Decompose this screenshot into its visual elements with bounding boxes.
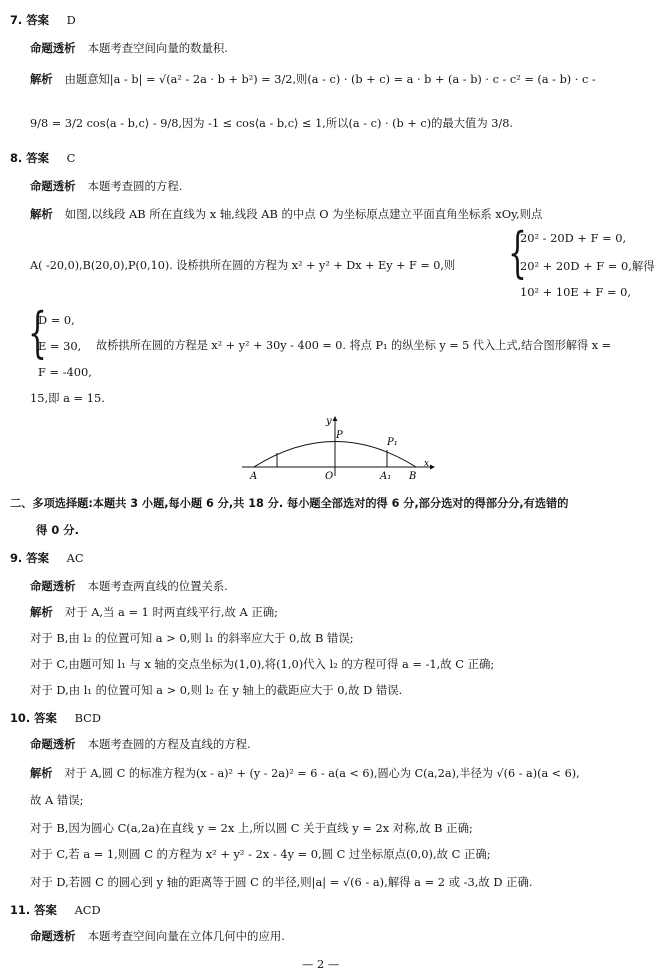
label-y: y xyxy=(326,416,332,427)
system-row: 10² + 10E + F = 0, xyxy=(520,285,631,299)
q9-insight xyxy=(30,578,228,594)
system-row: F = -400, xyxy=(38,365,92,379)
answer-head: 10. 答案 xyxy=(10,711,57,725)
y-axis-arrow xyxy=(333,416,338,421)
section-heading: 二、多项选择题:本题共 3 小题,每小题 6 分,共 18 分. 每小题全部选对的得 6 分,部分选对的得部分分,有选错的 xyxy=(10,497,569,510)
analysis-text: 如图,以线段 AB 所在直线为 x 轴,线段 AB 的中点 O 为坐标原点建立平面直角坐标系 xOy,则点 xyxy=(64,207,543,221)
q8-answer-line xyxy=(10,150,75,166)
analysis-text: 对于 A,圆 C 的标准方程为(x - a)² + (y - 2a)² = 6 - a(a < 6),圆心为 C(a,2a),半径为 √(6 - a)(a < 6), xyxy=(64,767,580,780)
insight-text: 本题考查两直线的位置关系. xyxy=(87,579,228,593)
answer-value: AC xyxy=(66,551,84,565)
q10-analysis-d: 对于 D,若圆 C 的圆心到 y 轴的距离等于圆 C 的半径,则|a| = √(6 - a),解得 a = 2 或 -3,故 D 正确. xyxy=(30,875,533,889)
q10-analysis-c: 对于 C,若 a = 1,则圆 C 的方程为 x² + y² - 2x - 4y = 0,圆 C 过坐标原点(0,0),故 C 正确; xyxy=(30,847,491,861)
insight-tag: 命题透析 xyxy=(30,737,76,751)
x-axis-arrow xyxy=(430,465,435,470)
q7-analysis-line2: 9/8 = 3/2 cos⟨a - b,c⟩ - 9/8,因为 -1 ≤ cos⟨a - b,c⟩ ≤ 1,所以(a - c) · (b + c)的最大值为 3/8. xyxy=(30,117,513,130)
analysis-tag: 解析 xyxy=(30,207,53,221)
q10-analysis-a-cont: 故 A 错误; xyxy=(30,793,84,807)
label-x: x xyxy=(424,459,430,469)
insight-text: 本题考查空间向量在立体几何中的应用. xyxy=(87,929,285,943)
q8-analysis-line3: 故桥拱所在圆的方程是 x² + y² + 30y - 400 = 0. 将点 P₁ 的纵坐标 y = 5 代入上式,结合图形解得 x = xyxy=(96,339,612,352)
label-B: B xyxy=(409,471,417,480)
q9-analysis-b: 对于 B,由 l₂ 的位置可知 a > 0,则 l₁ 的斜率应大于 0,故 B 错误; xyxy=(30,631,354,645)
label-P: P xyxy=(336,430,343,441)
section-heading-cont: 得 0 分. xyxy=(36,523,79,537)
q9-answer-line xyxy=(10,550,84,566)
analysis-tag: 解析 xyxy=(30,767,53,780)
q11-insight xyxy=(30,928,285,944)
label-A: A xyxy=(250,471,258,480)
answer-value: D xyxy=(66,13,76,27)
q7-answer-line xyxy=(10,12,76,28)
answer-value: C xyxy=(66,151,76,165)
q7-insight xyxy=(30,40,228,56)
q10-answer-line xyxy=(10,710,101,726)
q8-analysis-line4: 15,即 a = 15. xyxy=(30,391,105,405)
answer-head: 11. 答案 xyxy=(10,903,57,917)
answer-value: ACD xyxy=(74,903,101,917)
q9-analysis-d: 对于 D,由 l₁ 的位置可知 a > 0,则 l₂ 在 y 轴上的截距应大于 0,故 D 错误. xyxy=(30,683,403,697)
insight-tag: 命题透析 xyxy=(30,579,76,593)
answer-value: BCD xyxy=(74,711,101,725)
analysis-tag: 解析 xyxy=(30,605,53,619)
answer-head: 7. 答案 xyxy=(10,13,49,27)
q10-analysis-b: 对于 B,因为圆心 C(a,2a)在直线 y = 2x 上,所以圆 C 关于直线 y = 2x 对称,故 B 正确; xyxy=(30,821,473,835)
bridge-arch-figure xyxy=(240,414,435,480)
system-row: E = 30, xyxy=(38,339,82,353)
answer-head: 8. 答案 xyxy=(10,151,49,165)
analysis-tag: 解析 xyxy=(30,73,53,86)
system-row: D = 0, xyxy=(38,313,75,327)
left-brace: { xyxy=(508,221,527,284)
system-row: 20² + 20D + F = 0,解得 xyxy=(520,259,655,273)
insight-tag: 命题透析 xyxy=(30,179,76,193)
page-number: — 2 — xyxy=(302,957,340,971)
answer-head: 9. 答案 xyxy=(10,551,49,565)
left-brace: { xyxy=(28,301,47,364)
analysis-text: 对于 A,当 a = 1 时两直线平行,故 A 正确; xyxy=(64,605,278,619)
q8-analysis-line2: A( -20,0),B(20,0),P(0,10). 设桥拱所在圆的方程为 x² + y² + Dx + Ey + F = 0,则 xyxy=(30,259,456,272)
analysis-text: 由题意知|a - b| = √(a² - 2a · b + b²) = 3/2,则(a - c) · (b + c) = a · b + (a - b) · c - c² = (a - b) · c - xyxy=(64,73,596,86)
system-row: 20² - 20D + F = 0, xyxy=(520,231,627,245)
q10-analysis-a xyxy=(30,766,580,782)
insight-text: 本题考查空间向量的数量积. xyxy=(87,41,228,55)
label-O: O xyxy=(325,471,334,480)
q8-analysis-line1 xyxy=(30,206,542,222)
q9-analysis-c: 对于 C,由题可知 l₁ 与 x 轴的交点坐标为(1,0),将(1,0)代入 l₂ 的方程可得 a = -1,故 C 正确; xyxy=(30,657,495,671)
insight-text: 本题考查圆的方程及直线的方程. xyxy=(87,737,251,751)
q9-analysis-a xyxy=(30,604,278,620)
insight-tag: 命题透析 xyxy=(30,929,76,943)
insight-text: 本题考查圆的方程. xyxy=(87,179,183,193)
q8-insight xyxy=(30,178,182,194)
q10-insight xyxy=(30,736,251,752)
label-P1: P₁ xyxy=(387,437,398,448)
q11-answer-line xyxy=(10,902,101,918)
label-A1: A₁ xyxy=(380,471,392,480)
q7-analysis-line1 xyxy=(30,72,596,88)
insight-tag: 命题透析 xyxy=(30,41,76,55)
